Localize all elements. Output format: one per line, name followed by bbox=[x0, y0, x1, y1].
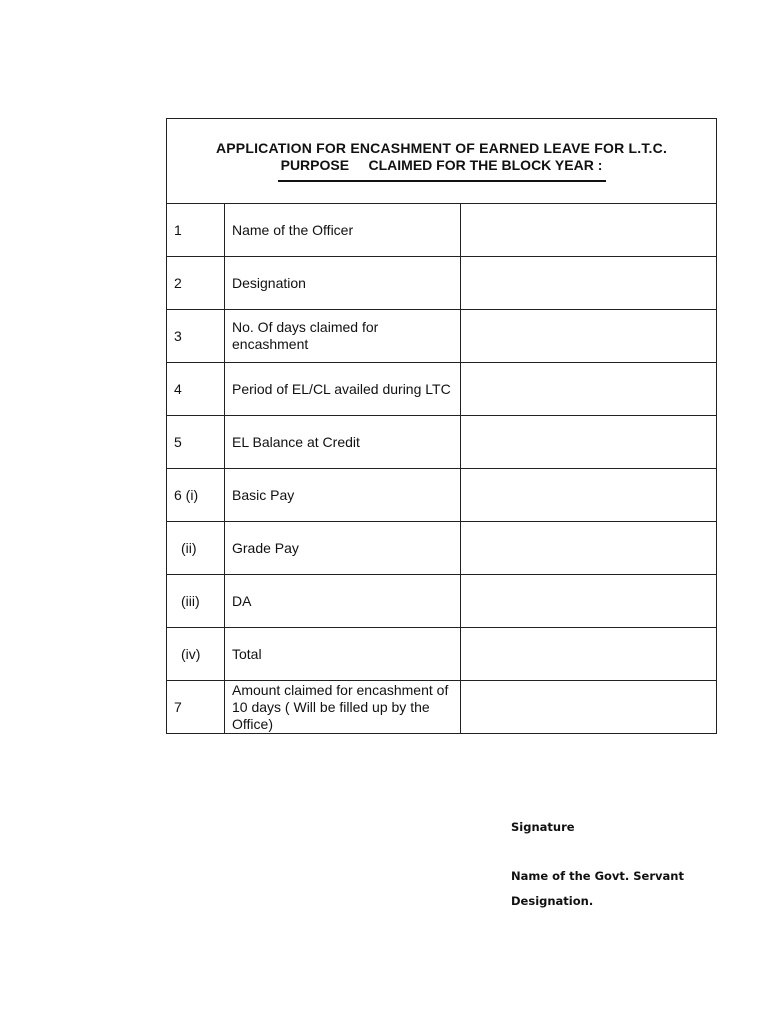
row-number: 4 bbox=[167, 363, 225, 416]
row-label: Basic Pay bbox=[225, 469, 461, 522]
block-year-blank-line bbox=[278, 180, 606, 182]
leave-period-value[interactable] bbox=[461, 363, 717, 416]
table-row bbox=[167, 469, 717, 522]
officer-name-value[interactable] bbox=[461, 204, 717, 257]
table-row bbox=[167, 681, 717, 734]
row-number: 6 (i) bbox=[167, 469, 225, 522]
table-row bbox=[167, 310, 717, 363]
grade-pay-value[interactable] bbox=[461, 522, 717, 575]
row-number: 7 bbox=[167, 681, 225, 734]
row-number: (iv) bbox=[167, 628, 225, 681]
el-balance-value[interactable] bbox=[461, 416, 717, 469]
total-value[interactable] bbox=[461, 628, 717, 681]
form-title-line2: PURPOSE CLAIMED FOR THE BLOCK YEAR : bbox=[280, 157, 603, 173]
table-row bbox=[167, 363, 717, 416]
row-number: (ii) bbox=[167, 522, 225, 575]
row-label: Total bbox=[225, 628, 461, 681]
row-number: 1 bbox=[167, 204, 225, 257]
table-row bbox=[167, 628, 717, 681]
row-label: Name of the Officer bbox=[225, 204, 461, 257]
govt-servant-name-label: Name of the Govt. Servant bbox=[511, 869, 684, 883]
row-number: (iii) bbox=[167, 575, 225, 628]
row-label: Designation bbox=[225, 257, 461, 310]
row-number: 3 bbox=[167, 310, 225, 363]
row-number: 5 bbox=[167, 416, 225, 469]
row-label: DA bbox=[225, 575, 461, 628]
designation-value[interactable] bbox=[461, 257, 717, 310]
encashment-form-table bbox=[166, 118, 717, 734]
form-title bbox=[167, 119, 717, 204]
basic-pay-value[interactable] bbox=[461, 469, 717, 522]
row-number: 2 bbox=[167, 257, 225, 310]
days-claimed-value[interactable] bbox=[461, 310, 717, 363]
table-row bbox=[167, 575, 717, 628]
da-value[interactable] bbox=[461, 575, 717, 628]
table-row bbox=[167, 416, 717, 469]
row-label: EL Balance at Credit bbox=[225, 416, 461, 469]
row-label: Amount claimed for encashment of 10 days ( Will be filled up by the Office) bbox=[225, 681, 461, 734]
table-row bbox=[167, 522, 717, 575]
amount-claimed-value[interactable] bbox=[461, 681, 717, 734]
table-row bbox=[167, 257, 717, 310]
designation-label: Designation. bbox=[511, 894, 594, 908]
signature-label: Signature bbox=[511, 820, 575, 834]
row-label: Period of EL/CL availed during LTC bbox=[225, 363, 461, 416]
form-title-line1: APPLICATION FOR ENCASHMENT OF EARNED LEAVE FOR L.T.C. bbox=[215, 140, 668, 156]
table-row bbox=[167, 204, 717, 257]
row-label: Grade Pay bbox=[225, 522, 461, 575]
row-label: No. Of days claimed for encashment bbox=[225, 310, 461, 363]
